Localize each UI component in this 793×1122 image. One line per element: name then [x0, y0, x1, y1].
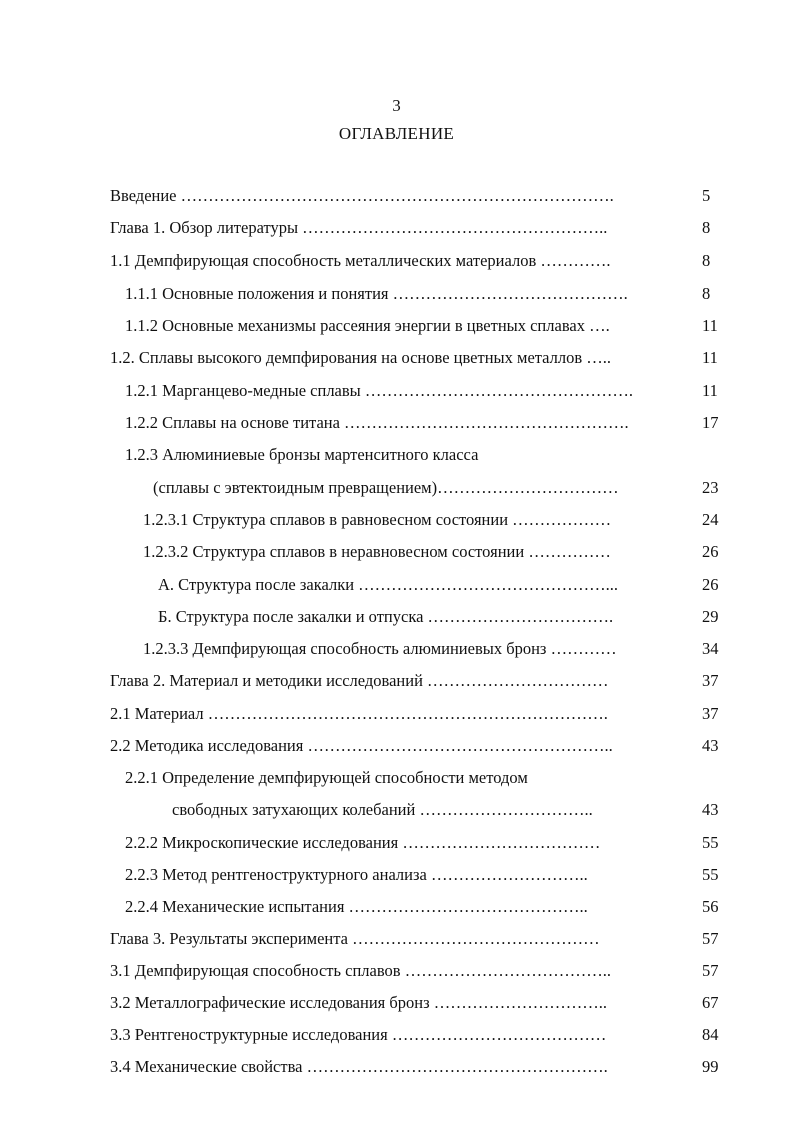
toc-entry [0, 863, 793, 887]
toc-entry-text: 1.2.1 Марганцево-медные сплавы …………………………………………. [125, 381, 634, 400]
toc-entry [0, 895, 793, 919]
toc-entry-text: Введение ……………………………………………………………………. [110, 186, 614, 205]
toc-entry-text: А. Структура после закалки ………………………………………... [158, 575, 619, 594]
toc-entry [0, 734, 793, 758]
toc-entry-page: 57 [702, 929, 719, 948]
toc-entry-page: 11 [702, 348, 718, 367]
toc-entry-text: 1.2.2 Сплавы на основе титана ……………………………………………. [125, 413, 629, 432]
toc-entry-page: 37 [702, 671, 719, 690]
toc-entry-text: 2.2 Методика исследования ……………………………………………….. [110, 736, 613, 755]
toc-entry-text: 1.1 Демпфирующая способность металлических материалов …………. [110, 251, 611, 270]
toc-entry [0, 959, 793, 983]
toc-entry-page: 5 [702, 186, 711, 205]
toc-entry-text: 3.1 Демпфирующая способность сплавов ……………………………….. [110, 961, 611, 980]
toc-entry-text: 3.3 Рентгеноструктурные исследования ………………………………… [110, 1025, 607, 1044]
toc-entry-text: 3.2 Металлографические исследования бронз ………………………….. [110, 993, 607, 1012]
toc-entry-page: 24 [702, 510, 719, 529]
toc-entry-page: 43 [702, 736, 719, 755]
toc-entry-text: 2.2.1 Определение демпфирующей способности методом [125, 768, 528, 787]
toc-entry-page: 8 [702, 284, 711, 303]
toc-entry-text: 1.2.3 Алюминиевые бронзы мартенситного класса [125, 445, 479, 464]
toc-entry-page: 29 [702, 607, 719, 626]
toc-entry-text: 2.2.2 Микроскопические исследования ……………………………… [125, 833, 601, 852]
toc-entry-page: 55 [702, 833, 719, 852]
toc-entry-page: 11 [702, 316, 718, 335]
toc-entry-text: 2.1 Материал ………………………………………………………………. [110, 704, 608, 723]
toc-entry-text: 1.2. Сплавы высокого демпфирования на основе цветных металлов ….. [110, 348, 612, 367]
toc-entry-text: 3.4 Механические свойства ………………………………………………. [110, 1057, 608, 1076]
toc-entry [0, 379, 793, 403]
toc-entry [0, 411, 793, 435]
toc-entry-text: Глава 3. Результаты эксперимента ……………………………………… [110, 929, 600, 948]
toc-entry [0, 476, 793, 500]
toc-entry [0, 314, 793, 338]
toc-entry [0, 927, 793, 951]
toc-entry [0, 249, 793, 273]
toc-entry-page: 23 [702, 478, 719, 497]
toc-entry [0, 1023, 793, 1047]
toc-entry-page: 11 [702, 381, 718, 400]
toc-entry [0, 831, 793, 855]
toc-entry-text: 2.2.4 Механические испытания …………………………………….. [125, 897, 588, 916]
toc-entry [0, 766, 793, 790]
toc-entry-page: 99 [702, 1057, 719, 1076]
page-title: ОГЛАВЛЕНИЕ [338, 124, 455, 143]
toc-entry-page: 37 [702, 704, 719, 723]
toc-entry-page: 56 [702, 897, 719, 916]
toc-entry-page: 8 [702, 218, 711, 237]
toc-entry [0, 346, 793, 370]
toc-entry [0, 798, 793, 822]
toc-entry-text: 1.1.1 Основные положения и понятия ……………………………………. [125, 284, 628, 303]
toc-entry-page: 84 [702, 1025, 719, 1044]
toc-entry-text: 2.2.3 Метод рентгеноструктурного анализа ……………………….. [125, 865, 588, 884]
toc-entry [0, 669, 793, 693]
toc-entry-text: 1.2.3.3 Демпфирующая способность алюминиевых бронз ………… [143, 639, 617, 658]
toc-entry [0, 702, 793, 726]
toc-entry [0, 443, 793, 467]
toc-entry [0, 540, 793, 564]
toc-entry-text: Б. Структура после закалки и отпуска ……………………………. [158, 607, 614, 626]
toc-entry [0, 216, 793, 240]
toc-entry [0, 605, 793, 629]
toc-entry-page: 57 [702, 961, 719, 980]
toc-entry-text: 1.1.2 Основные механизмы рассеяния энергии в цветных сплавах …. [125, 316, 610, 335]
toc-entry-text: Глава 1. Обзор литературы ……………………………………………….. [110, 218, 608, 237]
toc-entry-page: 67 [702, 993, 719, 1012]
toc-entry-page: 8 [702, 251, 711, 270]
toc-entry [0, 573, 793, 597]
toc-entry-page: 17 [702, 413, 719, 432]
toc-entry [0, 637, 793, 661]
toc-entry [0, 508, 793, 532]
toc-entry-text: 1.2.3.1 Структура сплавов в равновесном состоянии ……………… [143, 510, 612, 529]
toc-entry-text: Глава 2. Материал и методики исследований …………………………… [110, 671, 609, 690]
toc-entry [0, 991, 793, 1015]
toc-entry-page: 26 [702, 575, 719, 594]
toc-entry-page: 43 [702, 800, 719, 819]
toc-entry [0, 1055, 793, 1079]
toc-entry [0, 282, 793, 306]
page-number: 3 [392, 96, 401, 115]
toc-entry-page: 55 [702, 865, 719, 884]
toc-entry-page: 34 [702, 639, 719, 658]
toc-entry-text: свободных затухающих колебаний ………………………….. [172, 800, 593, 819]
toc-entry-text: (сплавы с эвтектоидным превращением)…………………………… [153, 478, 619, 497]
toc-entry-page: 26 [702, 542, 719, 561]
toc-entry-text: 1.2.3.2 Структура сплавов в неравновесном состоянии …………… [143, 542, 611, 561]
toc-entry [0, 184, 793, 208]
